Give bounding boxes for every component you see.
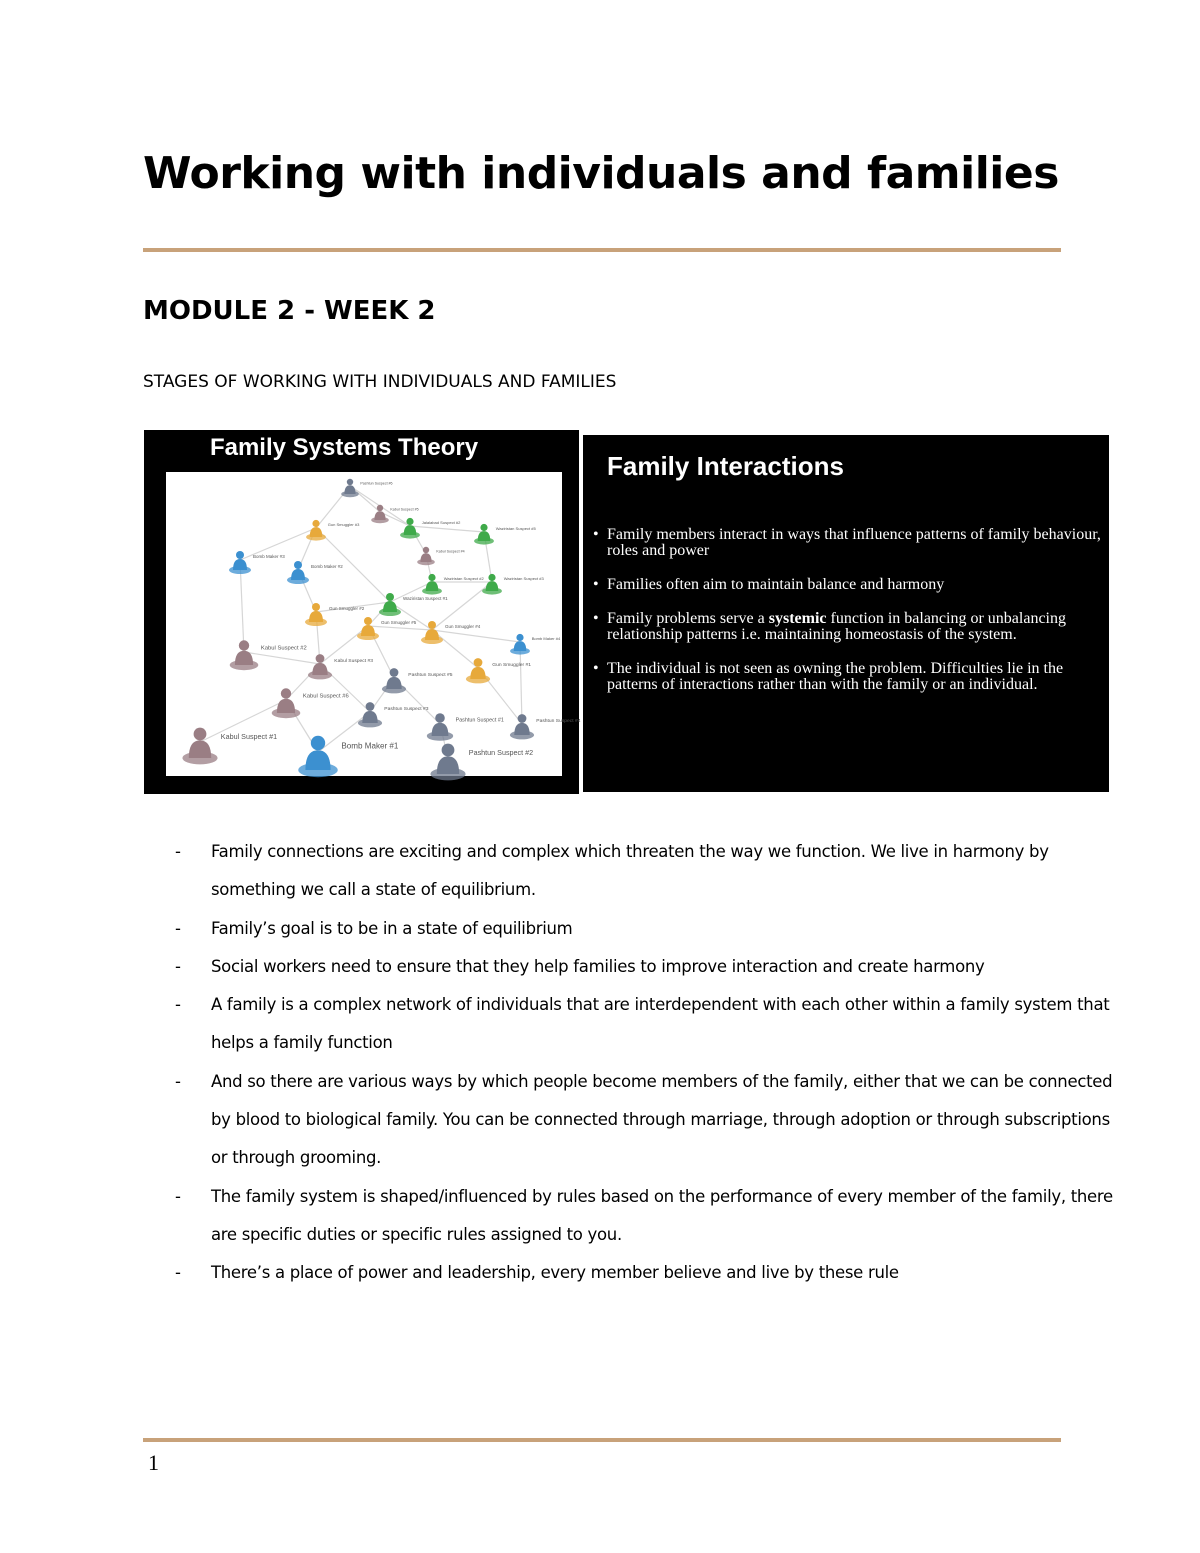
node-label: Waziristan Suspect #1 [403,596,448,601]
node-label: Gun Smuggler #2 [329,606,365,611]
person-node [306,520,360,541]
node-label: Bomb Maker #2 [311,564,343,569]
node-label: Pashtun Suspect #3 [384,706,429,712]
node-label: Kabul Suspect #3 [334,658,374,664]
person-node [510,634,561,655]
node-label: Kabul Suspect #6 [302,693,349,700]
network-diagram [166,472,581,776]
person-node [430,744,533,781]
node-label: Waziristan Suspect #3 [503,576,544,582]
node-label: Kabul Suspect #2 [260,645,307,652]
person-node [341,479,392,497]
person-node [182,728,277,765]
network-link [368,626,432,630]
person-node [298,736,399,777]
node-label: Bomb Maker #1 [341,741,399,751]
node-label: Gun Smuggler #1 [492,662,532,668]
person-node [379,593,448,616]
person-node [427,713,504,741]
person-node [482,574,544,595]
section-heading: STAGES OF WORKING WITH INDIVIDUALS AND FAMILIES [143,372,617,392]
person-node [358,702,429,727]
network-link [432,582,492,630]
network-link [320,664,370,712]
list-item: - Family’s goal is to be in a state of equilibrium [175,910,1115,948]
figure-title: Family Systems Theory [209,434,479,461]
node-label: Jalalabad Suspect #2 [421,520,461,526]
person-node [229,551,285,574]
person-node [308,654,373,679]
node-label: Waziristan Suspect #2 [443,576,484,582]
module-heading: MODULE 2 - WEEK 2 [143,296,436,326]
slide-bullet: • Family members interact in ways that influence patterns of family behaviour, roles and power [593,527,1103,559]
list-item: - Family connections are exciting and complex which threaten the way we function. We live in harmony by something we call a state of equilibrium. [175,833,1115,910]
node-label: Gun Smuggler #3 [327,522,360,528]
node-label: Kabul Suspect #1 [220,731,278,741]
list-item: - And so there are various ways by which people become members of the family, either that we can be connected by blood to biological family. You can be connected through marriage, through adoption or through subscriptions or through grooming. [175,1063,1115,1178]
person-node [422,574,484,595]
document-title: Working with individuals and families [143,148,1059,199]
family-systems-figure [144,430,579,794]
slide-bullet: • The individual is not seen as owning the problem. Difficulties lie in the patterns of interactions rather than with the family or an individual. [593,661,1103,693]
node-label: Pashtun Suspect #6 [360,481,393,486]
node-label: Bomb Maker #4 [531,636,561,642]
list-item: - Social workers need to ensure that they help families to improve interaction and create harmony [175,948,1115,986]
network-graph [166,472,581,776]
notes-list [175,833,1115,1293]
person-node [417,547,464,565]
person-node [287,561,343,584]
person-node [382,668,453,693]
list-item: - There’s a place of power and leadership, every member believe and live by these rule [175,1254,1115,1292]
node-label: Pashtun Suspect #2 [468,747,534,757]
node-label: Kabul Suspect #4 [436,549,465,554]
person-node [305,603,365,626]
node-label: Pashtun Suspect #5 [408,672,453,678]
person-node [474,524,536,545]
slide-title: Family Interactions [607,451,844,481]
footer-divider [143,1438,1061,1442]
node-label: Pashtun Suspect #1 [455,717,504,724]
list-item: - A family is a complex network of individuals that are interdependent with each other within a family system that helps a family function [175,986,1115,1063]
node-label: Kabul Suspect #5 [390,507,419,512]
slide-bullet: • Families often aim to maintain balance and harmony [593,577,1103,593]
person-node [510,714,581,739]
title-divider [143,248,1061,252]
family-interactions-slide [583,435,1109,792]
slide-bullet-list [593,527,1103,711]
person-node [272,688,349,718]
network-link [410,526,484,532]
node-label: Gun Smuggler #5 [381,620,417,625]
node-label: Gun Smuggler #4 [445,624,481,629]
page-number: 1 [148,1450,159,1475]
node-label: Bomb Maker #3 [253,554,285,559]
node-label: Pashtun Suspect #4 [536,718,581,724]
slide-bullet: • Family problems serve a systemic function in balancing or unbalancing relationship patterns i.e. maintaining homeostasis of the system. [593,611,1103,643]
list-item: - The family system is shaped/influenced by rules based on the performance of every member of the family, there are specific duties or specific rules assigned to you. [175,1178,1115,1255]
node-label: Waziristan Suspect #5 [495,526,536,532]
